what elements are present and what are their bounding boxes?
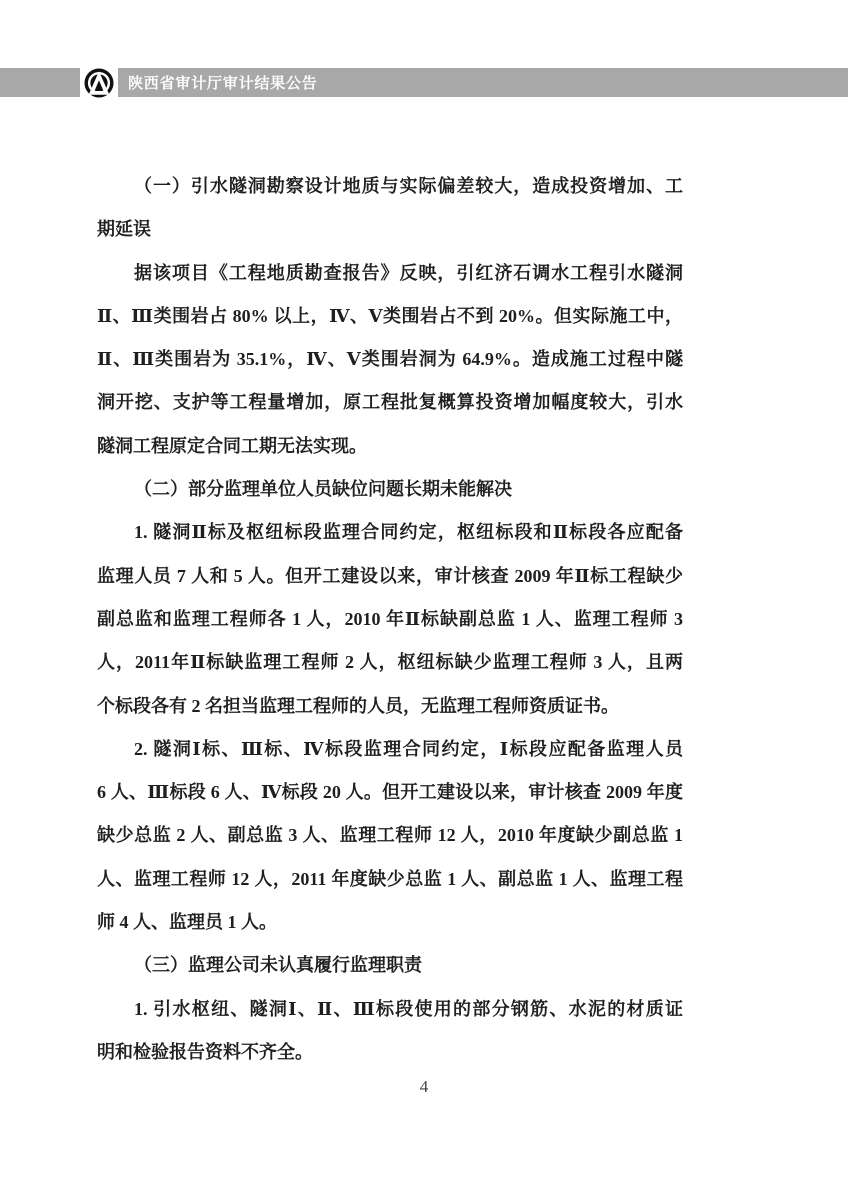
- text-line: 隧洞工程原定合同工期无法实现。: [97, 435, 367, 456]
- text-line: Ⅱ、Ⅲ类围岩占 80% 以上，Ⅳ、Ⅴ类围岩占不到 20%。但实际施工中，: [97, 305, 683, 326]
- text-line: （三）监理公司未认真履行监理职责: [134, 955, 422, 976]
- text-line: （二）部分监理单位人员缺位问题长期未能解决: [134, 479, 512, 500]
- text-line: 6 人、Ⅲ标段 6 人、Ⅳ标段 20 人。但开工建设以来，审计核查 2009 年度: [97, 782, 683, 803]
- text-line: 师 4 人、监理员 1 人。: [97, 912, 277, 933]
- text-line: 1. 隧洞Ⅱ标及枢纽标段监理合同约定，枢纽标段和Ⅱ标段各应配备: [134, 522, 683, 543]
- text-line: 监理人员 7 人和 5 人。但开工建设以来，审计核查 2009 年Ⅱ标工程缺少: [97, 565, 683, 586]
- page-footer: [0, 1074, 848, 1100]
- text-line: Ⅱ、Ⅲ类围岩为 35.1%，Ⅳ、Ⅴ类围岩洞为 64.9%。造成施工过程中隧: [97, 349, 683, 370]
- text-line: 期延误: [97, 219, 151, 240]
- text-line: 2. 隧洞Ⅰ标、Ⅲ标、Ⅳ标段监理合同约定，Ⅰ标段应配备监理人员: [134, 738, 683, 759]
- header-title: 陕西省审计厅审计结果公告: [128, 75, 318, 92]
- text-line: （一）引水隧洞勘察设计地质与实际偏差较大，造成投资增加、工: [134, 176, 683, 196]
- text-line: 缺少总监 2 人、副总监 3 人、监理工程师 12 人，2010 年度缺少副总监 1: [97, 825, 683, 846]
- text-line: 副总监和监理工程师各 1 人，2010 年Ⅱ标缺副总监 1 人、监理工程师 3: [97, 608, 683, 629]
- page-number: 4: [419, 1077, 429, 1096]
- text-line: 明和检验报告资料不齐全。: [97, 1041, 313, 1062]
- audit-logo-box: [80, 64, 118, 102]
- text-line: 洞开挖、支护等工程量增加，原工程批复概算投资增加幅度较大，引水: [97, 392, 683, 413]
- text-line: 人，2011年Ⅱ标缺监理工程师 2 人，枢纽标缺少监理工程师 3 人，且两: [97, 652, 683, 673]
- document-body: [97, 165, 683, 1074]
- text-line: 个标段各有 2 名担当监理工程师的人员，无监理工程师资质证书。: [97, 695, 619, 716]
- audit-emblem-icon: [84, 68, 114, 98]
- text-line: 据该项目《工程地质勘查报告》反映，引红济石调水工程引水隧洞: [134, 262, 683, 283]
- text-line: 1. 引水枢纽、隧洞Ⅰ、Ⅱ、Ⅲ标段使用的部分钢筋、水泥的材质证: [134, 998, 683, 1019]
- text-line: 人、监理工程师 12 人，2011 年度缺少总监 1 人、副总监 1 人、监理工程: [97, 868, 683, 889]
